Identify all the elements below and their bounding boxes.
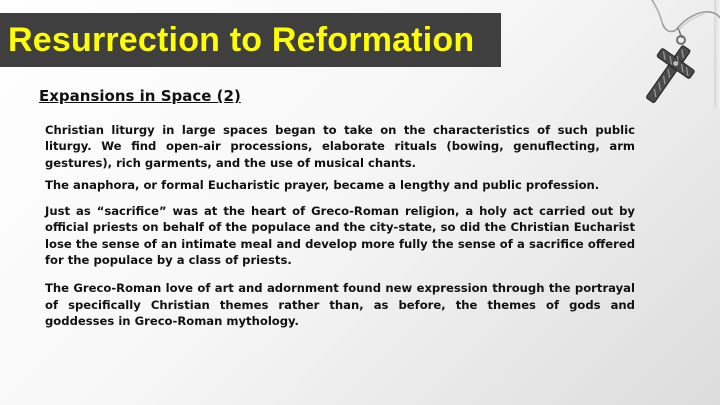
title-bar <box>0 13 501 67</box>
slide-title: Resurrection to Reformation <box>8 20 475 59</box>
slide-body <box>45 122 635 329</box>
paragraph-anaphora: The anaphora, or formal Eucharistic prayer, became a lengthy and public profession. <box>45 177 600 192</box>
paragraph-sacrifice: Just as “sacrifice” was at the heart of Greco-Roman religion, a holy act carried out by official priests on behalf of the populace and the city-state, so did the Christian Eucharist lose the sense of an intimate meal and develop more fully the sense of a sacrifice offered for the populace by a class of priests. <box>45 204 635 268</box>
cross-pendant-icon <box>612 0 720 140</box>
paragraph-liturgy: Christian liturgy in large spaces began to take on the characteristics of such public liturgy. We find open-air processions, elaborate rituals (bowing, genuflecting, arm gestures), rich garments, and the use of musical chants. <box>45 123 635 170</box>
paragraph-art: The Greco-Roman love of art and adornment found new expression through the portrayal of specifically Christian themes rather than, as before, the themes of gods and goddesses in Greco-Roman mythology. <box>45 281 635 328</box>
slide-subtitle: Expansions in Space (2) <box>39 87 241 105</box>
